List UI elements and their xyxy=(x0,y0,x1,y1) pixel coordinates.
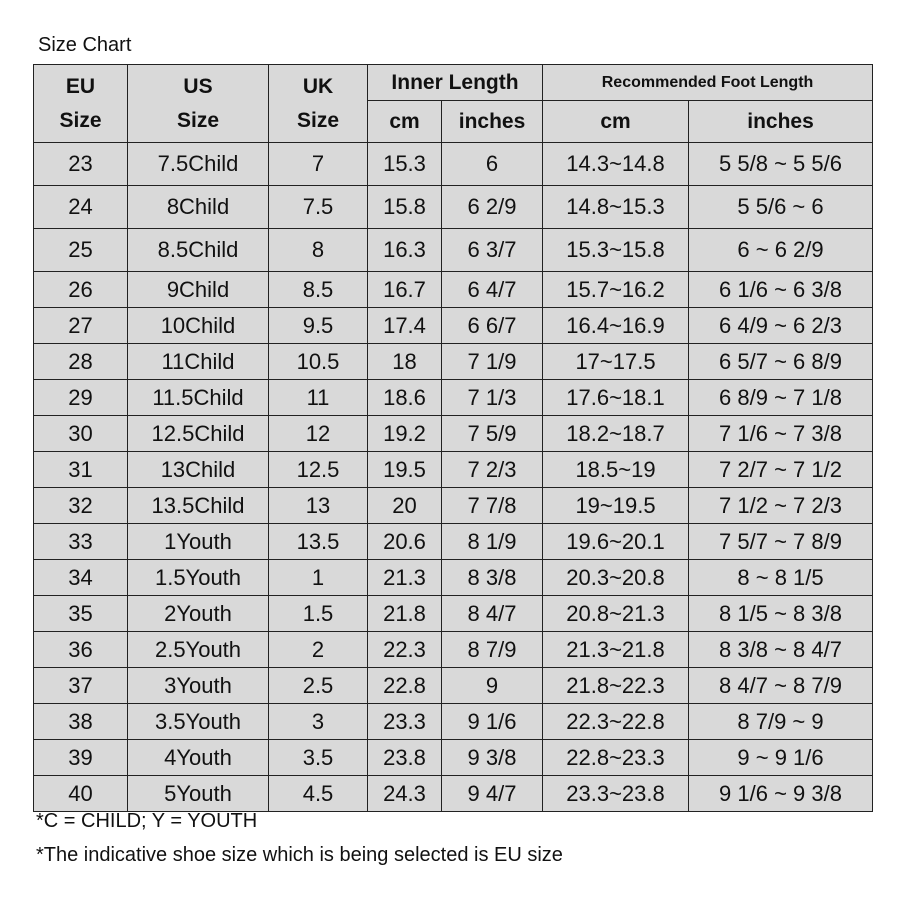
inner-cm-cell: 19.2 xyxy=(368,416,442,452)
table-row xyxy=(34,308,873,344)
foot-inches-cell: 8 7/9 ~ 9 xyxy=(689,704,873,740)
eu-size-cell: 36 xyxy=(34,632,128,668)
table-row xyxy=(34,776,873,812)
header-uk-line2: Size xyxy=(296,108,340,132)
us-size-cell: 2.5Youth xyxy=(128,632,269,668)
foot-inches-cell: 7 2/7 ~ 7 1/2 xyxy=(689,452,873,488)
inner-inches-cell: 8 3/8 xyxy=(442,560,543,596)
foot-cm-cell: 17~17.5 xyxy=(543,344,689,380)
foot-inches-cell: 8 4/7 ~ 8 7/9 xyxy=(689,668,873,704)
eu-size-cell: 38 xyxy=(34,704,128,740)
eu-size-cell: 37 xyxy=(34,668,128,704)
inner-inches-cell: 8 4/7 xyxy=(442,596,543,632)
inner-inches-cell: 9 4/7 xyxy=(442,776,543,812)
eu-size-cell: 24 xyxy=(34,186,128,229)
uk-size-cell: 8.5 xyxy=(269,272,368,308)
eu-size-cell: 29 xyxy=(34,380,128,416)
uk-size-cell: 7.5 xyxy=(269,186,368,229)
foot-cm-cell: 22.8~23.3 xyxy=(543,740,689,776)
foot-cm-cell: 14.3~14.8 xyxy=(543,143,689,186)
inner-cm-cell: 24.3 xyxy=(368,776,442,812)
foot-inches-cell: 6 ~ 6 2/9 xyxy=(689,229,873,272)
header-rec-inches: inches xyxy=(689,101,873,143)
inner-cm-cell: 21.3 xyxy=(368,560,442,596)
foot-cm-cell: 17.6~18.1 xyxy=(543,380,689,416)
us-size-cell: 13.5Child xyxy=(128,488,269,524)
eu-size-cell: 26 xyxy=(34,272,128,308)
inner-inches-cell: 7 1/3 xyxy=(442,380,543,416)
foot-cm-cell: 19.6~20.1 xyxy=(543,524,689,560)
uk-size-cell: 9.5 xyxy=(269,308,368,344)
eu-size-cell: 33 xyxy=(34,524,128,560)
inner-cm-cell: 16.7 xyxy=(368,272,442,308)
inner-inches-cell: 6 3/7 xyxy=(442,229,543,272)
foot-cm-cell: 23.3~23.8 xyxy=(543,776,689,812)
uk-size-cell: 4.5 xyxy=(269,776,368,812)
inner-inches-cell: 6 6/7 xyxy=(442,308,543,344)
us-size-cell: 11.5Child xyxy=(128,380,269,416)
header-us-line2: Size xyxy=(176,108,220,132)
foot-inches-cell: 6 8/9 ~ 7 1/8 xyxy=(689,380,873,416)
header-eu-line1: EU xyxy=(65,74,96,98)
table-row xyxy=(34,596,873,632)
header-inner-inches: inches xyxy=(442,101,543,143)
foot-inches-cell: 6 1/6 ~ 6 3/8 xyxy=(689,272,873,308)
foot-cm-cell: 15.3~15.8 xyxy=(543,229,689,272)
uk-size-cell: 11 xyxy=(269,380,368,416)
eu-size-cell: 28 xyxy=(34,344,128,380)
foot-cm-cell: 18.2~18.7 xyxy=(543,416,689,452)
inner-cm-cell: 23.3 xyxy=(368,704,442,740)
table-row xyxy=(34,143,873,186)
header-eu-line2: Size xyxy=(59,108,102,132)
inner-cm-cell: 17.4 xyxy=(368,308,442,344)
inner-inches-cell: 7 1/9 xyxy=(442,344,543,380)
us-size-cell: 3Youth xyxy=(128,668,269,704)
foot-inches-cell: 8 1/5 ~ 8 3/8 xyxy=(689,596,873,632)
inner-cm-cell: 20.6 xyxy=(368,524,442,560)
us-size-cell: 1.5Youth xyxy=(128,560,269,596)
foot-cm-cell: 19~19.5 xyxy=(543,488,689,524)
foot-inches-cell: 8 ~ 8 1/5 xyxy=(689,560,873,596)
foot-inches-cell: 9 ~ 9 1/6 xyxy=(689,740,873,776)
foot-cm-cell: 21.8~22.3 xyxy=(543,668,689,704)
foot-cm-cell: 14.8~15.3 xyxy=(543,186,689,229)
inner-inches-cell: 9 3/8 xyxy=(442,740,543,776)
us-size-cell: 13Child xyxy=(128,452,269,488)
table-row xyxy=(34,186,873,229)
inner-inches-cell: 6 4/7 xyxy=(442,272,543,308)
eu-size-cell: 23 xyxy=(34,143,128,186)
uk-size-cell: 7 xyxy=(269,143,368,186)
foot-inches-cell: 9 1/6 ~ 9 3/8 xyxy=(689,776,873,812)
eu-size-cell: 27 xyxy=(34,308,128,344)
table-row xyxy=(34,344,873,380)
inner-cm-cell: 22.8 xyxy=(368,668,442,704)
foot-cm-cell: 20.3~20.8 xyxy=(543,560,689,596)
inner-inches-cell: 7 7/8 xyxy=(442,488,543,524)
us-size-cell: 3.5Youth xyxy=(128,704,269,740)
inner-inches-cell: 7 2/3 xyxy=(442,452,543,488)
foot-inches-cell: 7 5/7 ~ 7 8/9 xyxy=(689,524,873,560)
us-size-cell: 8.5Child xyxy=(128,229,269,272)
uk-size-cell: 1.5 xyxy=(269,596,368,632)
foot-cm-cell: 18.5~19 xyxy=(543,452,689,488)
eu-size-cell: 30 xyxy=(34,416,128,452)
eu-size-cell: 25 xyxy=(34,229,128,272)
uk-size-cell: 2 xyxy=(269,632,368,668)
table-row xyxy=(34,488,873,524)
uk-size-cell: 1 xyxy=(269,560,368,596)
table-row xyxy=(34,229,873,272)
size-table xyxy=(33,64,873,812)
foot-inches-cell: 8 3/8 ~ 8 4/7 xyxy=(689,632,873,668)
header-inner-length: Inner Length xyxy=(368,65,543,101)
table-row xyxy=(34,704,873,740)
foot-inches-cell: 7 1/6 ~ 7 3/8 xyxy=(689,416,873,452)
header-uk-size xyxy=(269,65,368,143)
uk-size-cell: 3.5 xyxy=(269,740,368,776)
us-size-cell: 11Child xyxy=(128,344,269,380)
foot-cm-cell: 16.4~16.9 xyxy=(543,308,689,344)
table-row xyxy=(34,416,873,452)
foot-cm-cell: 20.8~21.3 xyxy=(543,596,689,632)
header-uk-line1: UK xyxy=(302,74,334,98)
foot-cm-cell: 22.3~22.8 xyxy=(543,704,689,740)
inner-cm-cell: 18 xyxy=(368,344,442,380)
uk-size-cell: 12 xyxy=(269,416,368,452)
us-size-cell: 1Youth xyxy=(128,524,269,560)
header-us-size xyxy=(128,65,269,143)
header-inner-cm: cm xyxy=(368,101,442,143)
eu-size-cell: 39 xyxy=(34,740,128,776)
inner-inches-cell: 6 2/9 xyxy=(442,186,543,229)
inner-inches-cell: 6 xyxy=(442,143,543,186)
inner-inches-cell: 7 5/9 xyxy=(442,416,543,452)
inner-cm-cell: 23.8 xyxy=(368,740,442,776)
eu-size-cell: 34 xyxy=(34,560,128,596)
table-row xyxy=(34,524,873,560)
inner-cm-cell: 15.3 xyxy=(368,143,442,186)
uk-size-cell: 12.5 xyxy=(269,452,368,488)
foot-cm-cell: 15.7~16.2 xyxy=(543,272,689,308)
eu-size-cell: 35 xyxy=(34,596,128,632)
foot-inches-cell: 6 5/7 ~ 6 8/9 xyxy=(689,344,873,380)
us-size-cell: 10Child xyxy=(128,308,269,344)
uk-size-cell: 2.5 xyxy=(269,668,368,704)
inner-inches-cell: 8 1/9 xyxy=(442,524,543,560)
table-row xyxy=(34,380,873,416)
inner-cm-cell: 21.8 xyxy=(368,596,442,632)
header-eu-size xyxy=(34,65,128,143)
inner-inches-cell: 9 xyxy=(442,668,543,704)
foot-inches-cell: 5 5/8 ~ 5 5/6 xyxy=(689,143,873,186)
inner-cm-cell: 22.3 xyxy=(368,632,442,668)
inner-cm-cell: 16.3 xyxy=(368,229,442,272)
us-size-cell: 8Child xyxy=(128,186,269,229)
header-rec-cm: cm xyxy=(543,101,689,143)
table-row xyxy=(34,452,873,488)
us-size-cell: 7.5Child xyxy=(128,143,269,186)
us-size-cell: 2Youth xyxy=(128,596,269,632)
note-eu-size: *The indicative shoe size which is being selected is EU size xyxy=(36,844,563,866)
us-size-cell: 9Child xyxy=(128,272,269,308)
inner-cm-cell: 20 xyxy=(368,488,442,524)
eu-size-cell: 32 xyxy=(34,488,128,524)
table-row xyxy=(34,560,873,596)
foot-inches-cell: 7 1/2 ~ 7 2/3 xyxy=(689,488,873,524)
us-size-cell: 5Youth xyxy=(128,776,269,812)
table-row xyxy=(34,272,873,308)
chart-title: Size Chart xyxy=(38,34,132,56)
header-row-top xyxy=(34,65,873,101)
inner-inches-cell: 8 7/9 xyxy=(442,632,543,668)
foot-inches-cell: 6 4/9 ~ 6 2/3 xyxy=(689,308,873,344)
header-recommended-foot-length: Recommended Foot Length xyxy=(543,65,873,101)
size-table-body xyxy=(34,143,873,812)
inner-cm-cell: 15.8 xyxy=(368,186,442,229)
uk-size-cell: 13 xyxy=(269,488,368,524)
note-abbreviation: *C = CHILD; Y = YOUTH xyxy=(36,810,258,832)
uk-size-cell: 10.5 xyxy=(269,344,368,380)
uk-size-cell: 13.5 xyxy=(269,524,368,560)
inner-inches-cell: 9 1/6 xyxy=(442,704,543,740)
us-size-cell: 4Youth xyxy=(128,740,269,776)
table-row xyxy=(34,668,873,704)
inner-cm-cell: 19.5 xyxy=(368,452,442,488)
table-row xyxy=(34,632,873,668)
eu-size-cell: 31 xyxy=(34,452,128,488)
foot-inches-cell: 5 5/6 ~ 6 xyxy=(689,186,873,229)
uk-size-cell: 3 xyxy=(269,704,368,740)
us-size-cell: 12.5Child xyxy=(128,416,269,452)
inner-cm-cell: 18.6 xyxy=(368,380,442,416)
header-us-line1: US xyxy=(183,74,213,98)
table-row xyxy=(34,740,873,776)
foot-cm-cell: 21.3~21.8 xyxy=(543,632,689,668)
uk-size-cell: 8 xyxy=(269,229,368,272)
eu-size-cell: 40 xyxy=(34,776,128,812)
